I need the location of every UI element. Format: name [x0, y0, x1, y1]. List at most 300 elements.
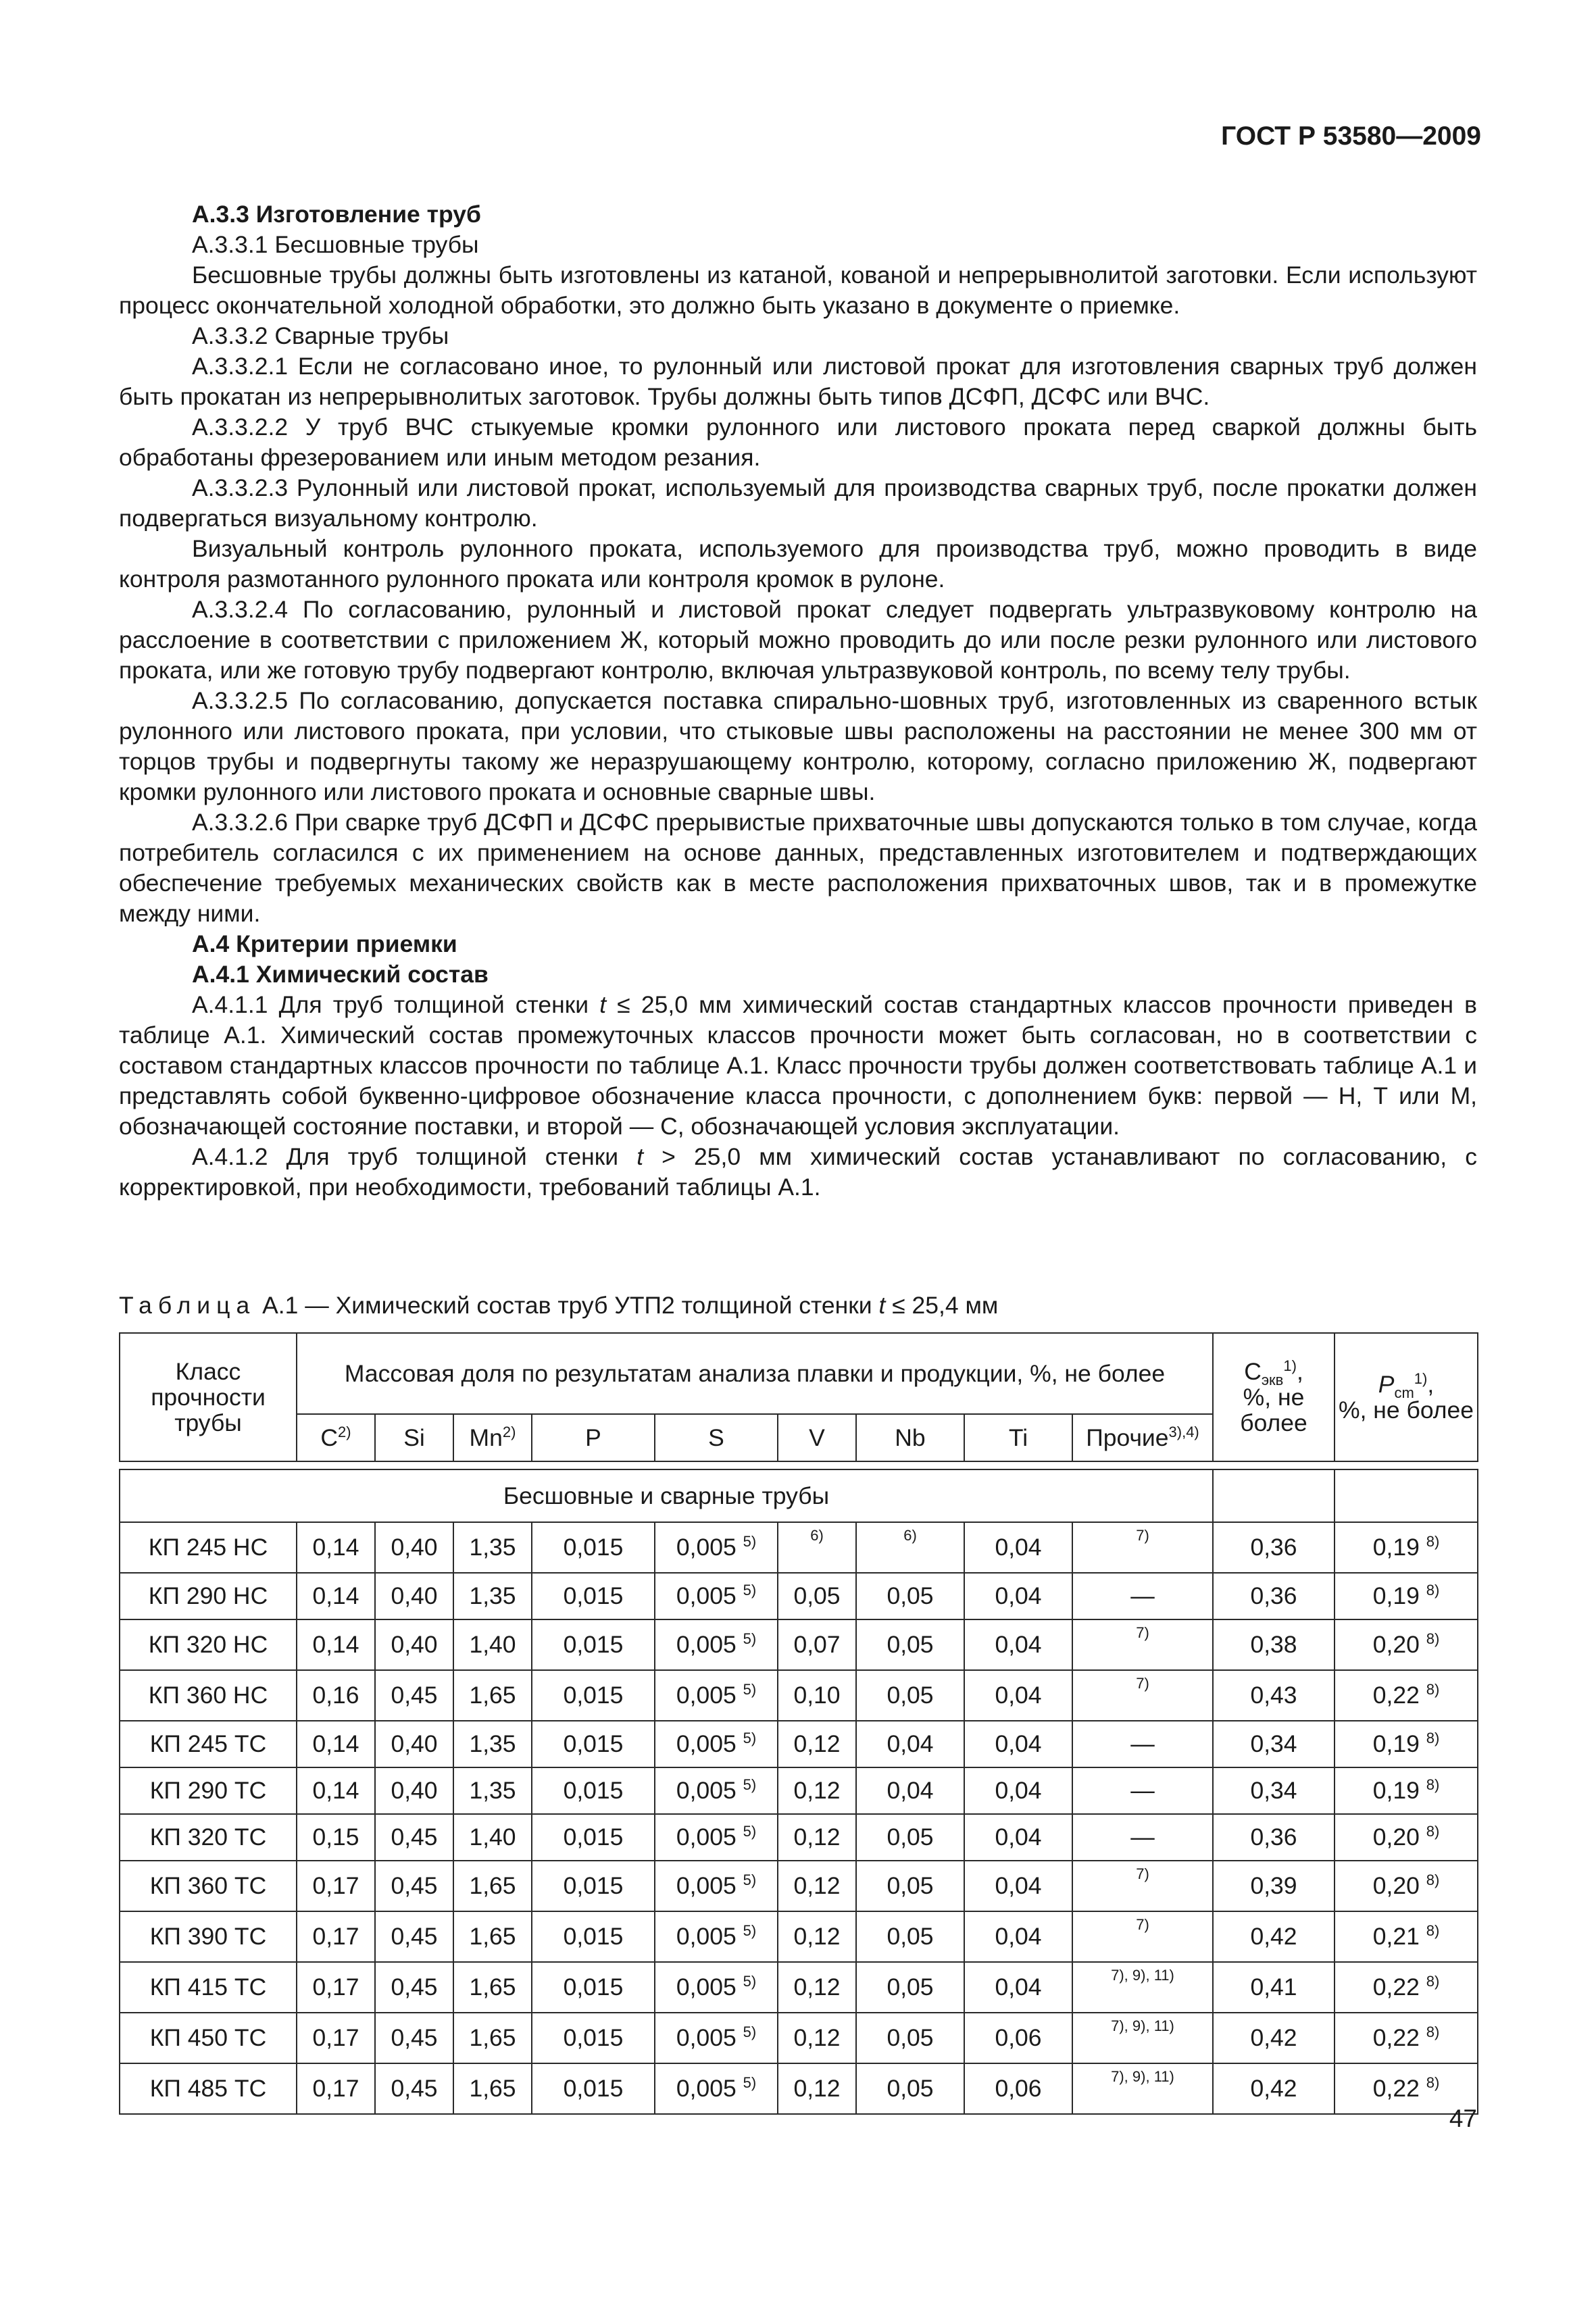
- cell-p: [532, 1911, 655, 1962]
- cell-class: [120, 1962, 297, 2013]
- cell-pcm-value: 0,20: [1372, 1872, 1420, 1899]
- cell-pcm-note: 8): [1426, 1823, 1440, 1840]
- cell-c: [297, 2013, 375, 2063]
- cell-pcm-note: 8): [1426, 2023, 1440, 2041]
- element-name: V: [809, 1424, 825, 1451]
- cell-pcm: [1335, 1962, 1478, 2013]
- cell-p: [532, 1814, 655, 1861]
- cell-s-note: 5): [743, 1823, 757, 1840]
- paragraph: А.3.3.2.4 По согласованию, рулонный и листовой прокат следует подвергать ультразвуковому контролю на расслоение в соответствии с приложением Ж, который можно проводить до или после резки рулонного или листового проката, или же готовую трубу подвергают контролю, включая ультразвуковой контроль, по всему телу трубы.: [119, 596, 1477, 684]
- cell-pcm-note: 8): [1426, 1681, 1440, 1699]
- cell-pcm: [1335, 1767, 1478, 1814]
- cell-s: [655, 1619, 778, 1670]
- table-gap-row: [120, 1461, 1478, 1469]
- cell-nb-value: 0,05: [887, 1631, 934, 1658]
- cell-p-value: 0,015: [563, 2075, 624, 2102]
- cell-ti: [964, 1767, 1072, 1814]
- cell-c: [297, 1767, 375, 1814]
- cell-p: [532, 1721, 655, 1767]
- cell-s: [655, 1814, 778, 1861]
- cell-p-value: 0,015: [563, 1534, 624, 1561]
- cell-ti-value: 0,04: [995, 1730, 1042, 1757]
- cell-si: [375, 1962, 453, 2013]
- cell-class-value: КП 450 ТС: [149, 2024, 267, 2051]
- cell-si: [375, 1670, 453, 1721]
- cell-ceq-value: 0,42: [1250, 2075, 1297, 2102]
- cell-nb: [856, 1767, 964, 1814]
- cell-pcm-note: 8): [1426, 1582, 1440, 1599]
- cell-mn-value: 1,65: [469, 2024, 516, 2051]
- cell-class-value: КП 245 НС: [148, 1534, 268, 1561]
- cell-nb-value: 0,05: [887, 1923, 934, 1950]
- cell-s-value: 0,005: [676, 1582, 737, 1609]
- cell-p-value: 0,015: [563, 1872, 624, 1899]
- cell-v-value: 0,12: [793, 1923, 841, 1950]
- paragraph-text: А.4.1.1 Для труб толщиной стенки: [192, 991, 600, 1018]
- cell-mn-value: 1,35: [469, 1534, 516, 1561]
- element-note: 2): [338, 1423, 351, 1440]
- cell-other-value: —: [1130, 1823, 1155, 1851]
- cell-s-value: 0,005: [676, 1631, 737, 1658]
- cell-nb-value: 0,05: [887, 2075, 934, 2102]
- cell-p: [532, 1962, 655, 2013]
- element-name: Mn: [469, 1424, 503, 1451]
- cell-p: [532, 1861, 655, 1911]
- cell-pcm-note: 8): [1426, 1533, 1440, 1551]
- cell-mn: [453, 2063, 532, 2114]
- cell-nb: [856, 1670, 964, 1721]
- cell-ti: [964, 1861, 1072, 1911]
- cell-ti-value: 0,04: [995, 1631, 1042, 1658]
- cell-ti: [964, 1573, 1072, 1619]
- cell-c-value: 0,14: [312, 1730, 359, 1757]
- header-element: [297, 1414, 375, 1461]
- thickness-variable: t: [599, 991, 607, 1018]
- cell-nb-value: 0,04: [887, 1777, 934, 1804]
- header-element: [778, 1414, 856, 1461]
- cell-v: 6): [778, 1522, 856, 1573]
- cell-pcm-value: 0,19: [1372, 1582, 1420, 1609]
- table-row: [120, 1911, 1478, 1962]
- paragraph-text: > 25,0 мм химический состав устанавливают по согласованию, с корректировкой, при необходимости, требований таблицы А.1.: [119, 1143, 1477, 1201]
- cell-nb-value: 0,05: [887, 1682, 934, 1709]
- header-element: [1072, 1414, 1213, 1461]
- cell-ceq: [1213, 1767, 1335, 1814]
- cell-s: [655, 1911, 778, 1962]
- element-name: Nb: [895, 1424, 926, 1451]
- paragraph: А.3.3.2.1 Если не согласовано иное, то рулонный или листовой прокат для изготовления сварных труб должен быть прокатан из непрерывнолитых заготовок. Трубы должны быть типов ДСФП, ДСФС или ВЧС.: [119, 353, 1477, 410]
- paragraph: [119, 1142, 1477, 1203]
- cell-ti-value: 0,04: [995, 1582, 1042, 1609]
- element-name: Si: [403, 1424, 425, 1451]
- cell-ceq-value: 0,34: [1250, 1730, 1297, 1757]
- cell-ceq-value: 0,36: [1250, 1582, 1297, 1609]
- cell-other: 7), 9), 11): [1072, 1962, 1213, 2013]
- table-caption-title: А.1 — Химический состав труб УТП2 толщиной стенки: [255, 1292, 879, 1319]
- cell-other: 7): [1072, 1911, 1213, 1962]
- cell-nb: [856, 1911, 964, 1962]
- section-ceq-cell: [1213, 1469, 1335, 1522]
- cell-nb-value: 0,05: [887, 1582, 934, 1609]
- table-row: [120, 1814, 1478, 1861]
- cell-s-note: 5): [743, 1533, 757, 1551]
- cell-class-value: КП 320 ТС: [149, 1823, 267, 1851]
- cell-p-value: 0,015: [563, 1823, 624, 1851]
- cell-v: [778, 1962, 856, 2013]
- cell-class-value: КП 360 НС: [148, 1682, 268, 1709]
- header-ceq-note: 1): [1283, 1357, 1297, 1375]
- cell-ceq: [1213, 1573, 1335, 1619]
- cell-pcm-note: 8): [1426, 1922, 1440, 1940]
- cell-class: [120, 1522, 297, 1573]
- cell-s: [655, 1573, 778, 1619]
- cell-nb: [856, 1962, 964, 2013]
- cell-s-value: 0,005: [676, 1823, 737, 1851]
- cell-ti-value: 0,04: [995, 1823, 1042, 1851]
- cell-si-value: 0,45: [391, 2024, 438, 2051]
- cell-s-note: 5): [743, 2023, 757, 2041]
- cell-v: [778, 2013, 856, 2063]
- header-carbon-equivalent: $С_{экв}^{1)}$, %, не более: [1213, 1333, 1335, 1461]
- cell-other: 7): [1072, 1670, 1213, 1721]
- cell-pcm-note: 8): [1426, 1630, 1440, 1648]
- cell-s-value: 0,005: [676, 1730, 737, 1757]
- cell-ti-value: 0,04: [995, 1872, 1042, 1899]
- cell-p: [532, 1573, 655, 1619]
- header-element: [856, 1414, 964, 1461]
- cell-other: [1072, 1573, 1213, 1619]
- cell-v-value: 0,12: [793, 1973, 841, 2001]
- cell-v: [778, 1573, 856, 1619]
- cell-v: [778, 1814, 856, 1861]
- cell-mn-value: 1,65: [469, 2075, 516, 2102]
- paragraph: [119, 990, 1477, 1142]
- cell-si: [375, 1861, 453, 1911]
- element-note: 3),4): [1168, 1423, 1199, 1440]
- cell-class-value: КП 415 ТС: [149, 1973, 267, 2001]
- cell-p-value: 0,015: [563, 1730, 624, 1757]
- cell-c: [297, 1861, 375, 1911]
- paragraph: А.3.3.2.2 У труб ВЧС стыкуемые кромки рулонного или листового проката перед сваркой должны быть обработаны фрезерованием или иным методом резания.: [119, 413, 1477, 471]
- cell-mn-value: 1,65: [469, 1682, 516, 1709]
- cell-si-value: 0,45: [391, 1973, 438, 2001]
- cell-c: [297, 1962, 375, 2013]
- paragraph-text: ≤ 25,0 мм химический состав стандартных классов прочности приведен в таблице А.1. Химический состав промежуточных классов прочности может быть согласован, но в соответствии с составом стандартных классов прочности по таблице А.1. Класс прочности трубы должен соответствовать таблице А.1 и представлять собой буквенно-цифровое обозначение класса прочности, с дополнением букв: первой — Н, Т или М, обозначающей состояние поставки, и второй — С, обозначающей условия эксплуатации.: [119, 991, 1477, 1140]
- cell-mn-value: 1,35: [469, 1730, 516, 1757]
- cell-si: [375, 2063, 453, 2114]
- table-row: [120, 1573, 1478, 1619]
- cell-si: [375, 1619, 453, 1670]
- cell-s-note: 5): [743, 2074, 757, 2092]
- cell-pcm-note: 8): [1426, 1776, 1440, 1794]
- cell-ceq: [1213, 2063, 1335, 2114]
- cell-nb: [856, 1619, 964, 1670]
- cell-other: [1072, 1721, 1213, 1767]
- cell-mn: [453, 1962, 532, 2013]
- cell-si-value: 0,40: [391, 1730, 438, 1757]
- paragraph: А.3.3.2.3 Рулонный или листовой прокат, используемый для производства сварных труб, после прокатки должен подвергаться визуальному контролю.: [119, 474, 1477, 532]
- cell-ceq-value: 0,36: [1250, 1823, 1297, 1851]
- cell-c-value: 0,17: [312, 2075, 359, 2102]
- cell-nb: 6): [856, 1522, 964, 1573]
- cell-ti: [964, 1522, 1072, 1573]
- cell-class-value: КП 390 ТС: [149, 1923, 267, 1950]
- cell-si-value: 0,40: [391, 1777, 438, 1804]
- cell-si-value: 0,45: [391, 1923, 438, 1950]
- header-element: [453, 1414, 532, 1461]
- cell-pcm: [1335, 1670, 1478, 1721]
- cell-si-value: 0,45: [391, 2075, 438, 2102]
- header-element: [964, 1414, 1072, 1461]
- cell-other: 7): [1072, 1522, 1213, 1573]
- cell-s: [655, 1721, 778, 1767]
- cell-nb-value: 0,05: [887, 1973, 934, 2001]
- cell-ti: [964, 2013, 1072, 2063]
- cell-p: [532, 1619, 655, 1670]
- cell-pcm-value: 0,21: [1372, 1923, 1420, 1950]
- cell-class-value: КП 485 ТС: [149, 2075, 267, 2102]
- cell-class: [120, 1670, 297, 1721]
- cell-s-value: 0,005: [676, 2024, 737, 2051]
- cell-other-value: —: [1130, 1582, 1155, 1609]
- cell-si: [375, 1814, 453, 1861]
- cell-mn-value: 1,35: [469, 1582, 516, 1609]
- header-element: [532, 1414, 655, 1461]
- cell-nb-value: 0,05: [887, 1823, 934, 1851]
- header-ceq-symbol: С: [1244, 1358, 1262, 1385]
- cell-ti-value: 0,04: [995, 1777, 1042, 1804]
- cell-p-value: 0,015: [563, 2024, 624, 2051]
- table-gap-cell: [120, 1461, 1478, 1469]
- cell-pcm: [1335, 1619, 1478, 1670]
- cell-other: [1072, 1767, 1213, 1814]
- table-row: [120, 1721, 1478, 1767]
- cell-mn-value: 1,65: [469, 1973, 516, 2001]
- cell-c-value: 0,17: [312, 2024, 359, 2051]
- cell-ti: [964, 1619, 1072, 1670]
- cell-v: [778, 1721, 856, 1767]
- cell-mn: [453, 2013, 532, 2063]
- cell-mn: [453, 1619, 532, 1670]
- cell-s-value: 0,005: [676, 1923, 737, 1950]
- table-row: [120, 1861, 1478, 1911]
- cell-s-note: 5): [743, 1630, 757, 1648]
- cell-c-value: 0,17: [312, 1923, 359, 1950]
- paragraph: А.3.3.2.6 При сварке труб ДСФП и ДСФС прерывистые прихваточные швы допускаются только в том случае, когда потребитель согласился с их применением на основе данных, представленных изготовителем и подтверждающих обеспечение требуемых механических свойств как в месте расположения прихваточных швов, так и в промежутке между ними.: [119, 809, 1477, 927]
- cell-pcm-value: 0,19: [1372, 1777, 1420, 1804]
- cell-s: [655, 1767, 778, 1814]
- paragraph: Визуальный контроль рулонного проката, используемого для производства труб, можно проводить в виде контроля размотанного рулонного проката или контроля кромок в рулоне.: [119, 535, 1477, 593]
- cell-p-value: 0,015: [563, 1682, 624, 1709]
- chemical-composition-table: [119, 1332, 1478, 2115]
- cell-pcm-value: 0,19: [1372, 1534, 1420, 1561]
- cell-s-note: 5): [743, 1871, 757, 1889]
- cell-nb: [856, 1573, 964, 1619]
- cell-c: [297, 1721, 375, 1767]
- cell-c-value: 0,14: [312, 1631, 359, 1658]
- cell-s: [655, 1962, 778, 2013]
- cell-nb: [856, 2063, 964, 2114]
- cell-ti-value: 0,04: [995, 1534, 1042, 1561]
- cell-p-value: 0,015: [563, 1631, 624, 1658]
- cell-nb: [856, 1721, 964, 1767]
- cell-class-value: КП 290 ТС: [149, 1777, 267, 1804]
- cell-pcm-value: 0,20: [1372, 1823, 1420, 1851]
- cell-nb-value: 0,05: [887, 1872, 934, 1899]
- cell-class-value: КП 360 ТС: [149, 1872, 267, 1899]
- table-caption-variable: t: [878, 1292, 886, 1319]
- paragraph: А.3.3.1 Бесшовные трубы: [192, 231, 479, 258]
- cell-ceq: [1213, 1619, 1335, 1670]
- body-text: [119, 199, 1477, 1203]
- cell-mn: [453, 1767, 532, 1814]
- header-class: Класс прочности трубы: [120, 1333, 297, 1461]
- cell-mn: [453, 1911, 532, 1962]
- cell-si-value: 0,40: [391, 1631, 438, 1658]
- cell-pcm-value: 0,22: [1372, 1973, 1420, 2001]
- header-pcm-unit: %, не более: [1339, 1397, 1474, 1424]
- cell-ti-value: 0,06: [995, 2024, 1042, 2051]
- table-caption: [119, 1290, 998, 1321]
- cell-s-value: 0,005: [676, 1682, 737, 1709]
- cell-ceq-value: 0,42: [1250, 1923, 1297, 1950]
- cell-v-value: 0,12: [793, 1777, 841, 1804]
- cell-other: 7), 9), 11): [1072, 2013, 1213, 2063]
- cell-pcm: [1335, 2013, 1478, 2063]
- cell-v-value: 0,12: [793, 2024, 841, 2051]
- cell-s-value: 0,005: [676, 1777, 737, 1804]
- cell-other: 7): [1072, 1619, 1213, 1670]
- cell-si-value: 0,45: [391, 1872, 438, 1899]
- header-crack-parameter: $P_{cm}^{1)}$, %, не более: [1335, 1333, 1478, 1461]
- cell-s-note: 5): [743, 1730, 757, 1747]
- cell-p-value: 0,015: [563, 1777, 624, 1804]
- header-pcm-symbol: P: [1378, 1371, 1395, 1398]
- cell-class: [120, 1911, 297, 1962]
- element-note: 2): [502, 1423, 516, 1440]
- cell-c-value: 0,17: [312, 1973, 359, 2001]
- section-heading: А.4.1 Химический состав: [192, 961, 489, 988]
- cell-pcm-value: 0,19: [1372, 1730, 1420, 1757]
- cell-other: [1072, 1814, 1213, 1861]
- cell-si: [375, 1522, 453, 1573]
- cell-c: [297, 1670, 375, 1721]
- cell-c: [297, 2063, 375, 2114]
- cell-p: [532, 2063, 655, 2114]
- cell-ti: [964, 1911, 1072, 1962]
- table-row: [120, 1522, 1478, 1573]
- header-element: [375, 1414, 453, 1461]
- cell-s-note: 5): [743, 1973, 757, 1990]
- header-ceq-subscript: экв: [1261, 1372, 1284, 1389]
- thickness-variable: t: [637, 1143, 644, 1170]
- cell-mn: [453, 1814, 532, 1861]
- cell-mn-value: 1,40: [469, 1823, 516, 1851]
- header-element: [655, 1414, 778, 1461]
- cell-class-value: КП 320 НС: [148, 1631, 268, 1658]
- cell-c: [297, 1573, 375, 1619]
- cell-s-value: 0,005: [676, 2075, 737, 2102]
- table-row: [120, 1670, 1478, 1721]
- element-name: S: [708, 1424, 724, 1451]
- cell-c: [297, 1911, 375, 1962]
- cell-ceq: [1213, 1670, 1335, 1721]
- cell-ti: [964, 1814, 1072, 1861]
- cell-pcm-note: 8): [1426, 1973, 1440, 1990]
- cell-ti-value: 0,04: [995, 1682, 1042, 1709]
- cell-ceq: [1213, 1962, 1335, 2013]
- cell-ceq: [1213, 1861, 1335, 1911]
- section-heading: А.3.3 Изготовление труб: [192, 201, 481, 228]
- cell-s: [655, 1670, 778, 1721]
- cell-s-note: 5): [743, 1681, 757, 1699]
- element-name: Ti: [1008, 1424, 1028, 1451]
- table-caption-limit: ≤ 25,4 мм: [885, 1292, 999, 1319]
- cell-c-value: 0,16: [312, 1682, 359, 1709]
- standard-designation: ГОСТ Р 53580—2009: [1221, 122, 1481, 151]
- cell-c-value: 0,17: [312, 1872, 359, 1899]
- section-row: [120, 1469, 1478, 1522]
- cell-other: 7): [1072, 1861, 1213, 1911]
- cell-class-value: КП 245 ТС: [149, 1730, 267, 1757]
- element-name: P: [585, 1424, 601, 1451]
- cell-class: [120, 2013, 297, 2063]
- cell-v: [778, 1861, 856, 1911]
- cell-ti-value: 0,04: [995, 1923, 1042, 1950]
- cell-p: [532, 1767, 655, 1814]
- cell-v-value: 0,12: [793, 2075, 841, 2102]
- header-pcm-subscript: cm: [1394, 1384, 1414, 1402]
- paragraph: А.3.3.2 Сварные трубы: [192, 322, 449, 349]
- cell-mn: [453, 1522, 532, 1573]
- cell-s-value: 0,005: [676, 1973, 737, 2001]
- cell-pcm: [1335, 1861, 1478, 1911]
- cell-mn: [453, 1670, 532, 1721]
- cell-si-value: 0,45: [391, 1682, 438, 1709]
- table-caption-label: Таблица: [119, 1292, 256, 1319]
- cell-mn-value: 1,65: [469, 1923, 516, 1950]
- cell-nb-value: 0,05: [887, 2024, 934, 2051]
- cell-c: [297, 1522, 375, 1573]
- table-row: [120, 2063, 1478, 2114]
- cell-si-value: 0,40: [391, 1582, 438, 1609]
- cell-nb: [856, 1861, 964, 1911]
- cell-ti-value: 0,06: [995, 2075, 1042, 2102]
- cell-si: [375, 1767, 453, 1814]
- cell-c-value: 0,14: [312, 1777, 359, 1804]
- header-pcm-note: 1): [1414, 1370, 1428, 1388]
- cell-pcm: [1335, 1522, 1478, 1573]
- cell-nb: [856, 1814, 964, 1861]
- cell-s-note: 5): [743, 1582, 757, 1599]
- cell-ceq-value: 0,41: [1250, 1973, 1297, 2001]
- cell-pcm: [1335, 1721, 1478, 1767]
- table-row: [120, 1619, 1478, 1670]
- cell-pcm: [1335, 1573, 1478, 1619]
- cell-pcm-note: 8): [1426, 2074, 1440, 2092]
- cell-si: [375, 1911, 453, 1962]
- cell-ceq-value: 0,38: [1250, 1631, 1297, 1658]
- cell-si-value: 0,45: [391, 1823, 438, 1851]
- cell-ti-value: 0,04: [995, 1973, 1042, 2001]
- table-row: [120, 1962, 1478, 2013]
- section-heading: А.4 Критерии приемки: [192, 930, 457, 957]
- cell-v: [778, 1619, 856, 1670]
- cell-c: [297, 1619, 375, 1670]
- cell-ceq-value: 0,42: [1250, 2024, 1297, 2051]
- cell-class: [120, 1861, 297, 1911]
- cell-si: [375, 1573, 453, 1619]
